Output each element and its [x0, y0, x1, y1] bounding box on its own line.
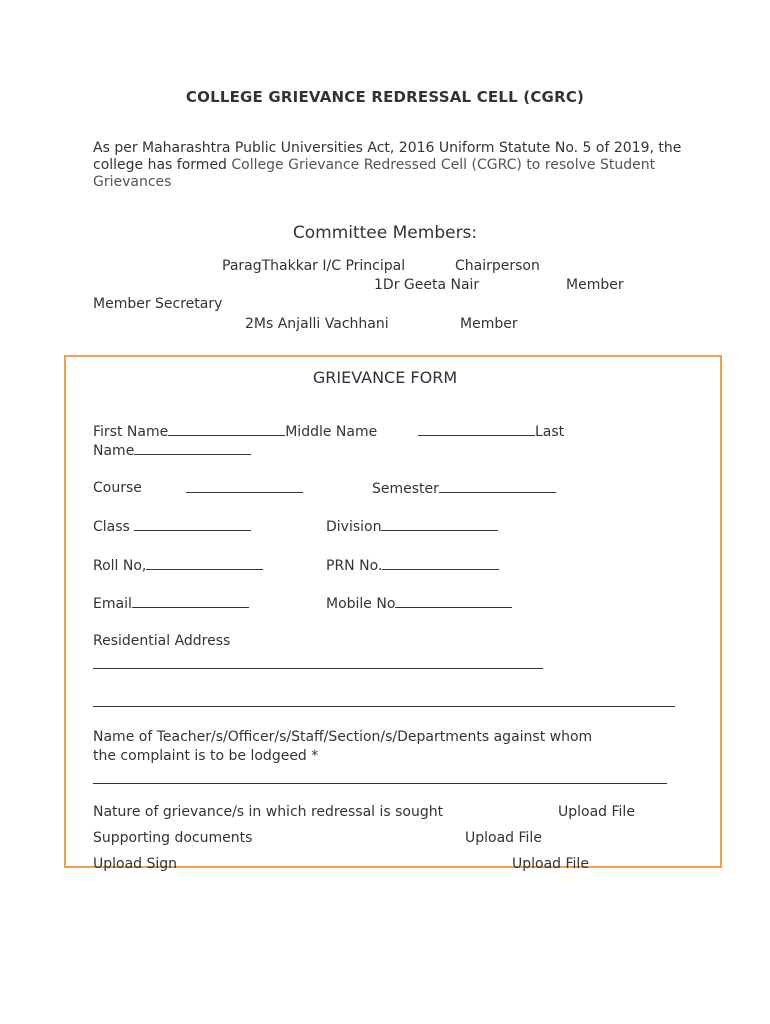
last-name-label: Last: [535, 424, 565, 440]
member-role: Member: [460, 316, 518, 332]
intro-text: As per Maharashtra Public Universities Act, 2016 Uniform Statute No. 5 of 2019, the college has formed: [93, 140, 682, 173]
roll-no-blank[interactable]: [146, 557, 263, 570]
mobile-no-label: Mobile No: [326, 596, 396, 612]
name-label: Name: [93, 443, 135, 459]
member-role: Member: [566, 277, 624, 293]
middle-name-field[interactable]: [418, 423, 564, 440]
address-line-1[interactable]: [93, 668, 543, 669]
form-title: GRIEVANCE FORM: [312, 368, 458, 387]
roll-no-field[interactable]: [93, 557, 263, 574]
roll-no-label: Roll No,: [93, 558, 147, 574]
member-role: Member Secretary: [93, 296, 223, 312]
last-name-field[interactable]: [93, 442, 251, 459]
class-blank[interactable]: [134, 518, 251, 531]
middle-name-blank[interactable]: [418, 423, 535, 436]
member-name: 2Ms Anjalli Vachhani: [245, 316, 389, 332]
division-label: Division: [326, 519, 382, 535]
mobile-no-blank[interactable]: [395, 595, 512, 608]
class-field[interactable]: [93, 518, 251, 535]
email-blank[interactable]: [132, 595, 249, 608]
intro-text-cell-name: College Grievance Redressed Cell (CGRC) to resolve Student Grievances: [93, 157, 656, 190]
semester-field[interactable]: [372, 480, 556, 497]
division-blank[interactable]: [381, 518, 498, 531]
against-whom-label-line-2: the complaint is to be lodgeed *: [93, 748, 319, 764]
email-field[interactable]: [93, 595, 249, 612]
committee-heading: Committee Members:: [292, 223, 478, 243]
class-label: Class: [93, 519, 130, 535]
residential-address-label: Residential Address: [93, 633, 231, 649]
last-name-blank[interactable]: [134, 442, 251, 455]
course-blank[interactable]: [186, 480, 303, 493]
upload-file-button[interactable]: Upload File: [512, 856, 589, 872]
semester-label: Semester: [372, 481, 439, 497]
division-field[interactable]: [326, 518, 498, 535]
email-label: Email: [93, 596, 132, 612]
member-name: ParagThakkar I/C Principal: [222, 258, 406, 274]
prn-no-label: PRN No.: [326, 558, 383, 574]
address-line-2[interactable]: [93, 706, 675, 707]
first-name-blank[interactable]: [168, 423, 285, 436]
upload-file-button[interactable]: Upload File: [465, 830, 542, 846]
upload-sign-label: Upload Sign: [93, 856, 178, 872]
first-name-field[interactable]: [93, 423, 377, 440]
intro-paragraph: [93, 140, 693, 191]
course-field[interactable]: [186, 480, 303, 497]
prn-no-field[interactable]: [326, 557, 499, 574]
against-whom-label-line-1: Name of Teacher/s/Officer/s/Staff/Section/s/Departments against whom: [93, 729, 593, 745]
mobile-no-field[interactable]: [326, 595, 512, 612]
page-title: COLLEGE GRIEVANCE REDRESSAL CELL (CGRC): [185, 88, 585, 106]
upload-file-button[interactable]: Upload File: [558, 804, 635, 820]
against-whom-line[interactable]: [93, 783, 667, 784]
middle-name-label: Middle Name: [285, 424, 378, 440]
supporting-documents-label: Supporting documents: [93, 830, 253, 846]
member-name: 1Dr Geeta Nair: [374, 277, 480, 293]
prn-no-blank[interactable]: [382, 557, 499, 570]
course-label: Course: [93, 480, 142, 496]
semester-blank[interactable]: [439, 480, 556, 493]
member-role: Chairperson: [455, 258, 540, 274]
nature-of-grievance-label: Nature of grievance/s in which redressal is sought: [93, 804, 444, 820]
first-name-label: First Name: [93, 424, 169, 440]
